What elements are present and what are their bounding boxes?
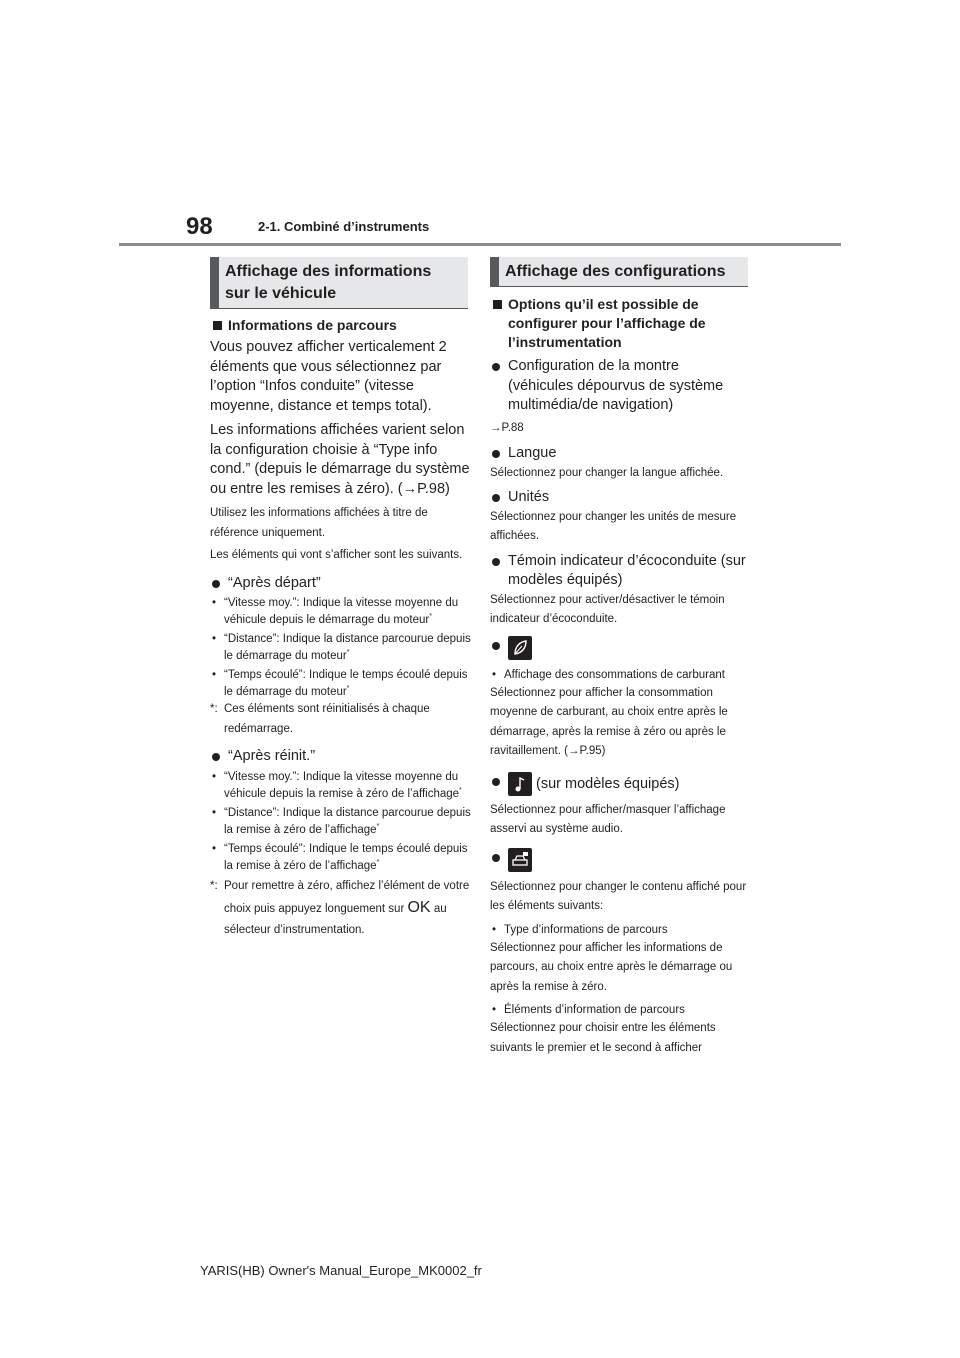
eco-item: Témoin indicateur d’écoconduite (sur modèles équipés)	[490, 552, 748, 591]
units-item: Unités	[490, 488, 748, 508]
eco-desc: Sélectionnez pour activer/désactiver le témoin indicateur d’écoconduite.	[490, 593, 725, 625]
page-number: 98	[186, 213, 213, 240]
config-options-heading: Options qu’il est possible de configurer pour l’affichage de l’instrumentation	[490, 295, 748, 352]
trip-info-s1: Utilisez les informations affichées à titre de référence uniquement.	[210, 507, 428, 539]
after-start-item	[210, 632, 472, 663]
section-title: 2-1. Combiné d’instruments	[258, 219, 430, 234]
right-heading-box	[490, 257, 748, 287]
right-heading: Affichage des configurations	[505, 263, 726, 280]
after-reset-item-text: “Vitesse moy.”: Indique la vitesse moyenne du véhicule depuis la remise à zéro de l’affichage	[224, 770, 460, 800]
trip-type-bullet: • Type d’informations de parcours	[490, 923, 748, 937]
after-reset-title: “Après réinit.”	[210, 747, 472, 767]
header-rule	[119, 243, 841, 246]
footnote-star: *	[346, 684, 350, 692]
audio-desc: Sélectionnez pour afficher/masquer l’affichage asservi au système audio.	[490, 803, 726, 835]
after-start-item-text: “Vitesse moy.”: Indique la vitesse moyenne du véhicule depuis le démarrage du moteur	[224, 597, 459, 626]
fuel-bullet: • Affichage des consommations de carburant	[490, 668, 748, 682]
leaf-icon	[508, 636, 532, 660]
language-item: Langue	[490, 444, 748, 464]
left-column	[210, 316, 472, 941]
right-column	[490, 295, 748, 1058]
after-reset-item-text: “Temps écoulé”: Indique le temps écoulé depuis la remise à zéro de l’affichage	[224, 842, 468, 872]
footnote-star: *	[376, 822, 380, 830]
after-reset-note	[210, 876, 472, 941]
trip-elements-desc: Sélectionnez pour choisir entre les éléments suivants le premier et le second à afficher	[490, 1022, 716, 1054]
footnote-star: *	[429, 613, 432, 620]
trip-type-desc: Sélectionnez pour afficher les informations de parcours, au choix entre après le démarrage ou après la remise à zéro.	[490, 941, 733, 993]
after-start-item-text: “Temps écoulé”: Indique le temps écoulé depuis le démarrage du moteur	[224, 668, 468, 698]
clock-item: Configuration de la montre (véhicules dépourvus de système multimédia/de navigation)	[490, 357, 748, 416]
audio-item	[490, 772, 748, 796]
after-reset-item	[210, 842, 472, 873]
drive-info-desc: Sélectionnez pour changer le contenu affiché pour les éléments suivants:	[490, 880, 747, 912]
trip-info-p2: Les informations affichées varient selon la configuration choisie à “Type info cond.” (depuis le démarrage du système ou entre les remises à zéro). (→P.98)	[210, 422, 470, 497]
left-heading-box	[210, 257, 468, 309]
ok-button-glyph: OK	[407, 899, 431, 917]
footnote-star: *	[459, 786, 462, 794]
note-mark: *:	[210, 703, 218, 716]
after-start-title: “Après départ”	[210, 574, 472, 594]
after-reset-item	[210, 806, 472, 837]
music-note-icon	[508, 772, 532, 796]
trip-info-p1: Vous pouvez afficher verticalement 2 éléments que vous sélectionnez par l’option “Infos conduite” (vitesse moyenne, distance et temps total).	[210, 339, 447, 414]
after-reset-item-text: “Distance”: Indique la distance parcourue depuis la remise à zéro de l’affichage	[224, 806, 471, 836]
after-reset-item	[210, 770, 472, 801]
after-start-item	[210, 668, 472, 699]
fuel-icon-item	[490, 636, 748, 662]
note-text-a: Pour remettre à zéro, affichez l’élément de votre choix puis appuyez longuement sur	[224, 880, 470, 916]
note-text-b: au sélecteur d’instrumentation.	[224, 903, 447, 937]
after-start-item-text: “Distance”: Indique la distance parcourue depuis le démarrage du moteur	[224, 632, 471, 662]
car-drive-info-icon	[508, 848, 532, 872]
note-mark: *:	[210, 880, 218, 893]
after-start-note	[210, 700, 472, 739]
footnote-star: *	[346, 648, 350, 656]
left-heading: Affichage des informations sur le véhicule	[225, 263, 432, 302]
units-desc: Sélectionnez pour changer les unités de mesure affichées.	[490, 510, 737, 542]
trip-elements-bullet: • Éléments d’information de parcours	[490, 1003, 748, 1017]
trip-info-s2: Les éléments qui vont s’afficher sont les suivants.	[210, 549, 463, 561]
trip-info-heading: Informations de parcours	[210, 316, 472, 335]
footnote-star: *	[376, 858, 380, 866]
clock-ref: →P.88	[490, 421, 524, 434]
fuel-desc: Sélectionnez pour afficher la consommation moyenne de carburant, au choix entre après le démarrage, après la remise à zéro ou après le ravitaillement. (→P.95)	[490, 686, 728, 757]
after-start-item	[210, 596, 472, 627]
language-desc: Sélectionnez pour changer la langue affichée.	[490, 466, 724, 479]
note-text: Ces éléments sont réinitialisés à chaque redémarrage.	[224, 703, 430, 735]
footer-manual-id: YARIS(HB) Owner's Manual_Europe_MK0002_fr	[200, 1263, 482, 1278]
drive-info-item	[490, 848, 748, 874]
audio-suffix: (sur modèles équipés)	[536, 775, 680, 792]
